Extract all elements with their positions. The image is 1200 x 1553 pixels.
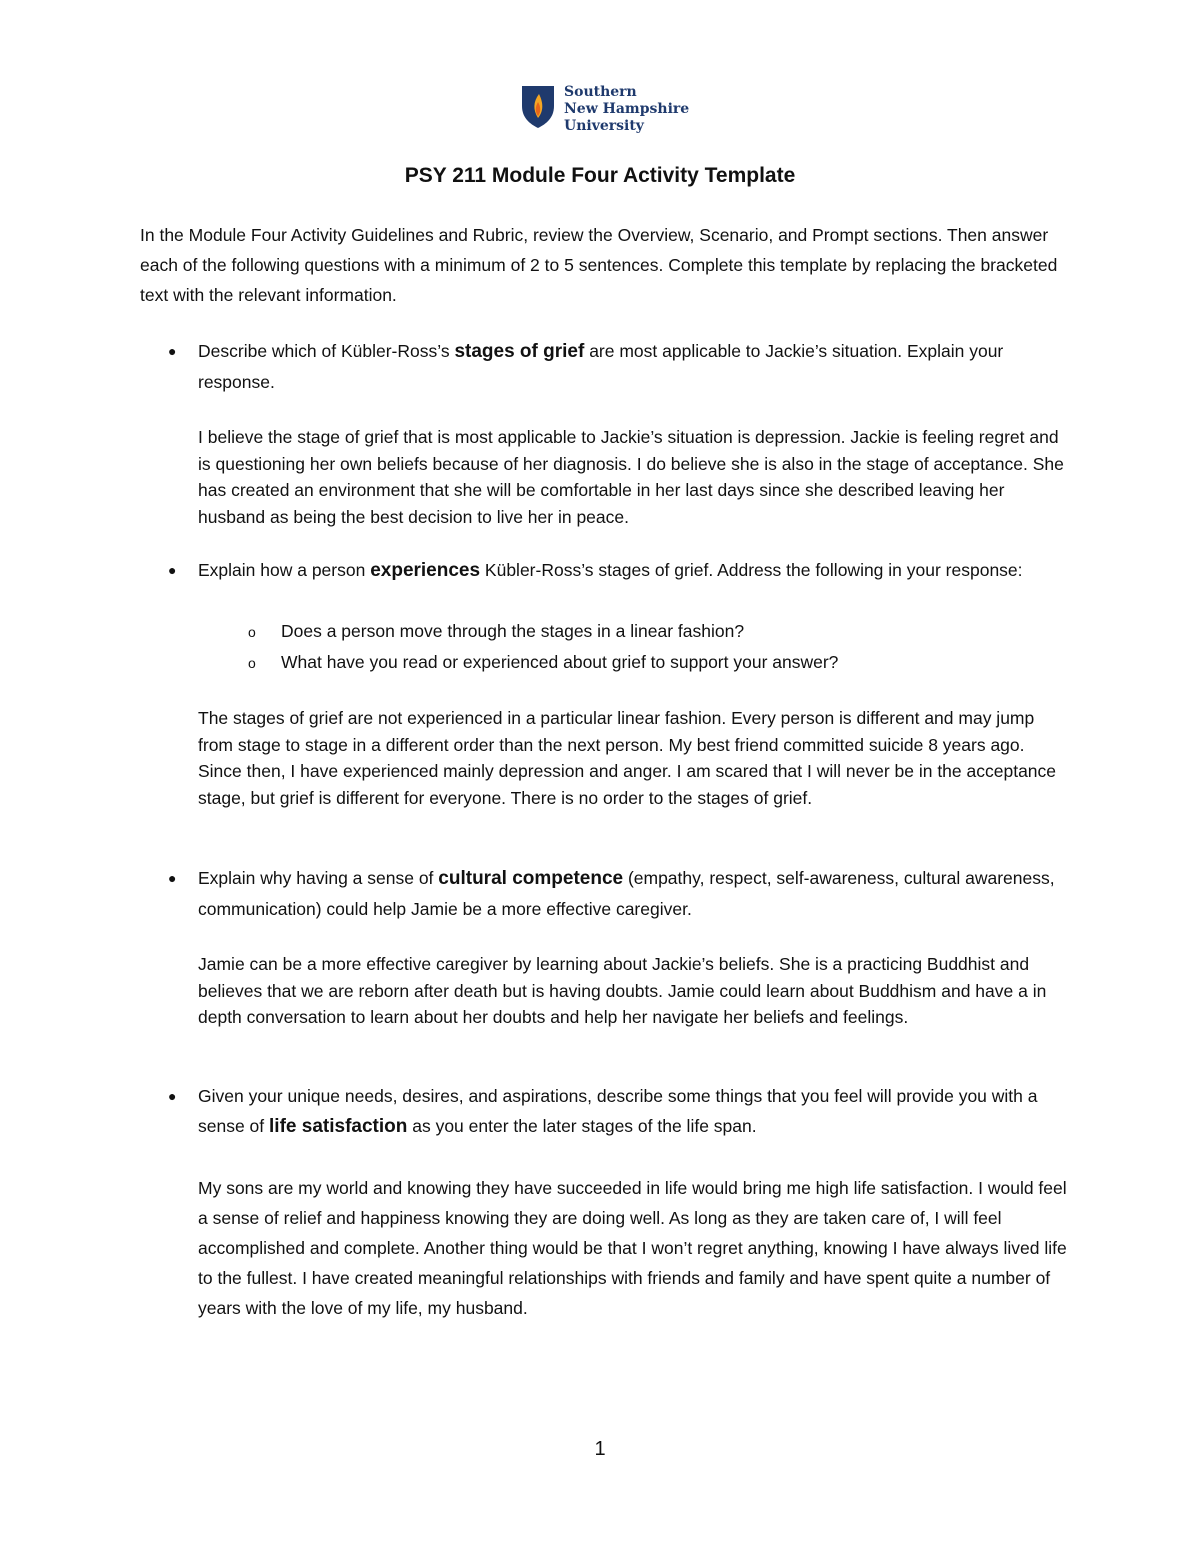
bullet-icon: ● bbox=[168, 562, 177, 578]
answer-2: The stages of grief are not experienced in a particular linear fashion. Every person is different and may jump from stage to stage in a different order than the next person. My best friend committed suicide 8 years ago. Since then, I have experienced mainly depression and anger. I am scared that I will never be in the acceptance stage, but grief is different for everyone. There is no order to the stages of grief. bbox=[198, 708, 1057, 808]
question-keyword: life satisfaction bbox=[269, 1116, 408, 1137]
question-text: Given your unique needs, desires, and aspirations, describe some things that you feel will provide you with a sense of bbox=[198, 1086, 1038, 1136]
sub-bullet-icon: o bbox=[248, 624, 256, 640]
question-4 bbox=[198, 1081, 1068, 1142]
answer-4: My sons are my world and knowing they have succeeded in life would bring me high life satisfaction. I would feel a sense of relief and happiness knowing they are doing well. As long as they are taken care of, I will feel accomplished and complete. Another thing would be that I won’t regret anything, knowing I have always lived life to the fullest. I have created meaningful relationships with friends and family and have spent quite a number of years with the love of my life, my husband. bbox=[198, 1178, 1067, 1318]
page-number: 1 bbox=[594, 1438, 606, 1460]
sub-item-text: What have you read or experienced about grief to support your answer? bbox=[281, 652, 839, 672]
logo-line-3: University bbox=[564, 118, 644, 134]
question-text: Explain why having a sense of bbox=[198, 868, 439, 888]
sub-item-1 bbox=[248, 616, 744, 647]
answer-3: Jamie can be a more effective caregiver by learning about Jackie’s beliefs. She is a practicing Buddhist and believes that we are reborn after death but is having doubts. Jamie could learn about Buddhism and have a in depth conversation to learn about her doubts and help her navigate her beliefs and feelings. bbox=[198, 954, 1047, 1028]
sub-item-text: Does a person move through the stages in a linear fashion? bbox=[281, 621, 745, 641]
question-text: Explain how a person bbox=[198, 560, 371, 580]
question-keyword: experiences bbox=[370, 560, 481, 581]
question-text: as you enter the later stages of the life span. bbox=[407, 1116, 757, 1136]
logo-line-2: New Hampshire bbox=[564, 101, 690, 117]
intro-paragraph: In the Module Four Activity Guidelines and Rubric, review the Overview, Scenario, and Prompt sections. Then answer each of the following questions with a minimum of 2 to 5 sentences. Complete this template by replacing the bracketed text with the relevant information. bbox=[140, 225, 1058, 305]
page-title: PSY 211 Module Four Activity Template bbox=[404, 164, 796, 187]
question-keyword: cultural competence bbox=[438, 868, 624, 889]
sub-item-2 bbox=[248, 647, 838, 678]
question-keyword: stages of grief bbox=[454, 341, 585, 362]
bullet-icon: ● bbox=[168, 870, 177, 886]
question-text: (empathy, respect, self-awareness, cultural awareness, communication) could help Jamie be a more effective caregiver. bbox=[198, 868, 1055, 919]
bullet-icon: ● bbox=[168, 1088, 177, 1104]
bullet-icon: ● bbox=[168, 343, 177, 359]
university-logo bbox=[520, 84, 689, 135]
logo-line-1: Southern bbox=[564, 84, 637, 100]
question-1 bbox=[198, 336, 1068, 397]
sub-bullet-icon: o bbox=[248, 655, 256, 671]
question-3 bbox=[198, 863, 1068, 924]
snhu-shield-icon bbox=[520, 84, 556, 130]
question-2 bbox=[198, 555, 1068, 586]
question-text: Describe which of Kübler-Ross’s bbox=[198, 341, 455, 361]
question-text: Kübler-Ross’s stages of grief. Address the following in your response: bbox=[480, 560, 1023, 580]
logo-wordmark bbox=[564, 84, 689, 135]
answer-1: I believe the stage of grief that is most applicable to Jackie’s situation is depression. Jackie is feeling regret and is questioning her own beliefs because of her diagnosis. I do believe she is also in the stage of acceptance. She has created an environment that she will be comfortable in her last days since she described leaving her husband as being the best decision to live her in peace. bbox=[198, 427, 1064, 527]
question-text: are most applicable to Jackie’s situation. Explain your response. bbox=[198, 341, 1004, 392]
